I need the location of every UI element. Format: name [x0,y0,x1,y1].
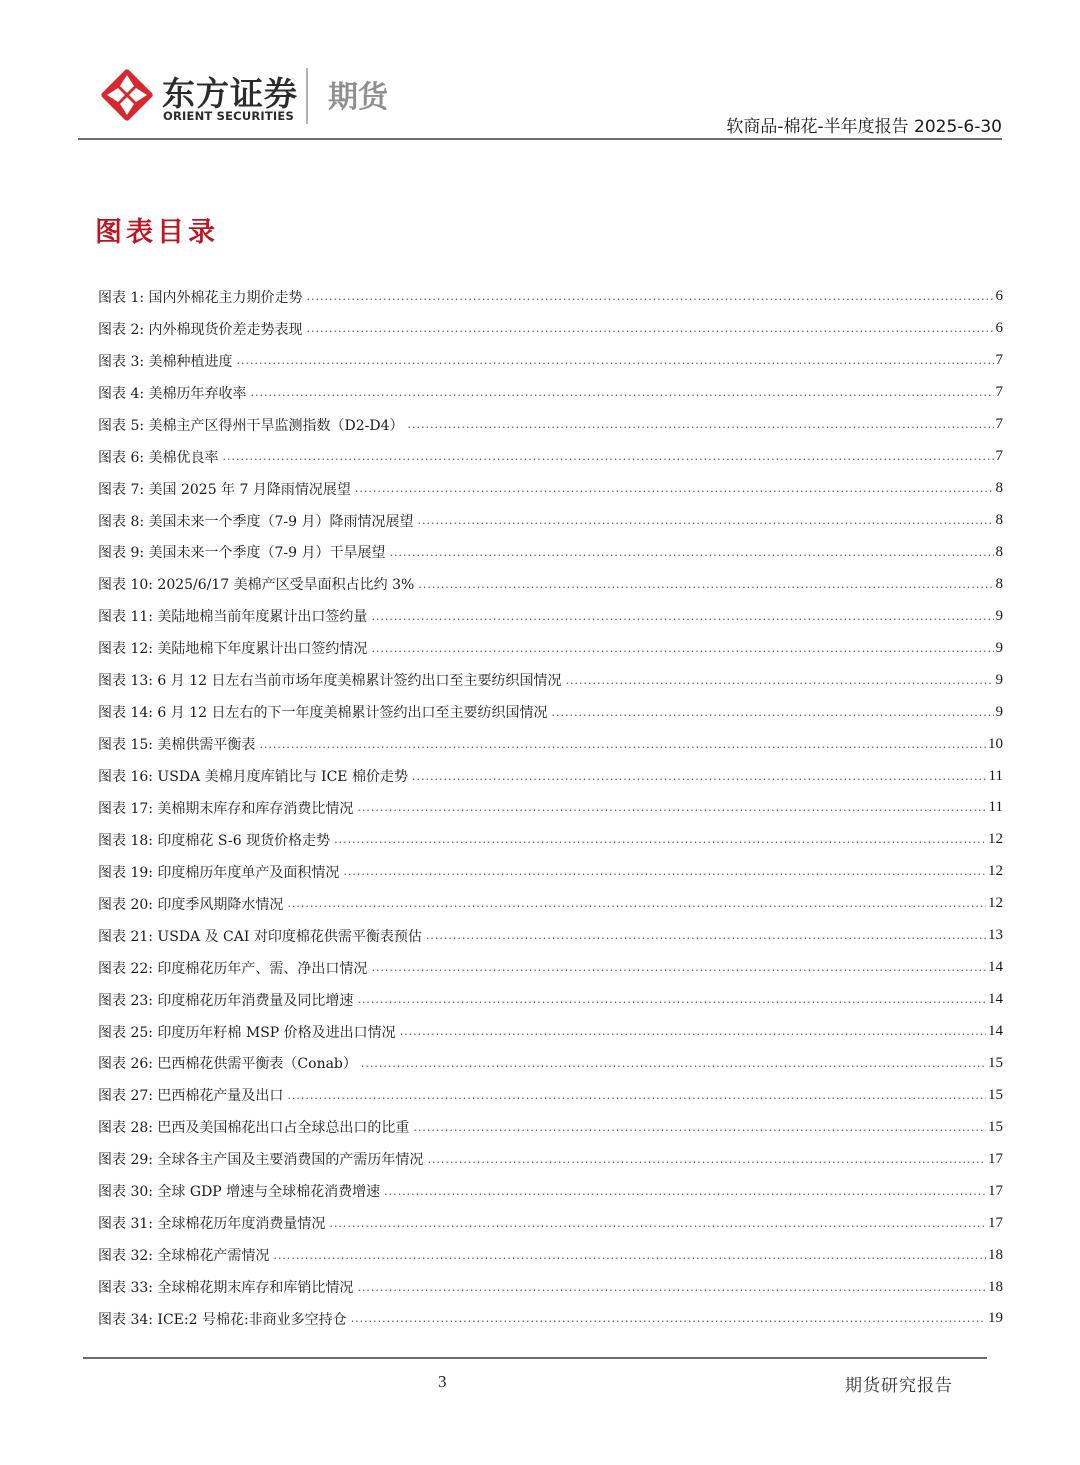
toc-entry-page: 7 [995,384,1003,401]
toc-leader-dots [426,929,986,942]
toc-entry-page: 9 [995,671,1003,688]
brand-divider [306,68,308,124]
toc-entry-label: 图表 12: 美陆地棉下年度累计出口签约情况 [98,641,368,658]
orient-securities-logo-icon [98,66,156,124]
toc-leader-dots [355,482,994,495]
toc-entry[interactable] [98,600,1003,632]
toc-entry-page: 12 [988,831,1003,848]
toc-leader-dots [418,578,993,591]
toc-entry-label: 图表 8: 美国未来一个季度（7-9 月）降雨情况展望 [98,513,414,530]
toc-entry[interactable] [98,632,1003,664]
toc-entry[interactable] [98,920,1003,952]
toc-entry-label: 图表 16: USDA 美棉月度库销比与 ICE 棉价走势 [98,769,408,786]
toc-leader-dots [287,897,986,910]
toc-entry[interactable] [98,473,1003,505]
toc-entry-label: 图表 25: 印度历年籽棉 MSP 价格及进出口情况 [98,1024,396,1041]
report-title: 软商品-棉花-半年度报告 2025-6-30 [726,117,1002,137]
toc-entry-page: 17 [988,1214,1003,1231]
toc-entry-label: 图表 34: ICE:2 号棉花:非商业多空持仓 [98,1311,347,1328]
toc-entry-label: 图表 6: 美棉优良率 [98,449,219,466]
toc-entry-label: 图表 27: 巴西棉花产量及出口 [98,1088,284,1105]
toc-entry[interactable] [98,1143,1003,1175]
toc-entry-label: 图表 31: 全球棉花历年度消费量情况 [98,1216,326,1233]
page-header [78,62,1002,140]
toc-leader-dots [412,770,987,783]
toc-leader-dots [400,1025,986,1038]
toc-entry-page: 15 [988,1054,1003,1071]
toc-entry-label: 图表 7: 美国 2025 年 7 月降雨情况展望 [98,481,351,498]
toc-entry-page: 7 [995,448,1003,465]
toc-entry-page: 8 [995,575,1003,592]
toc-entry-page: 11 [988,767,1003,784]
toc-entry[interactable] [98,1239,1003,1271]
toc-leader-dots [223,450,994,463]
toc-entry-page: 12 [988,863,1003,880]
page-number: 3 [438,1372,447,1391]
toc-leader-dots [552,706,994,719]
toc-leader-dots [384,1185,986,1198]
toc-entry-label: 图表 3: 美棉种植进度 [98,353,233,370]
toc-entry-label: 图表 10: 2025/6/17 美棉产区受旱面积占比约 3% [98,577,415,594]
toc-entry-page: 9 [995,639,1003,656]
toc-entry-label: 图表 28: 巴西及美国棉花出口占全球总出口的比重 [98,1120,410,1137]
toc-leader-dots [357,801,986,814]
toc-entry-page: 14 [988,1023,1003,1040]
toc-leader-dots [357,993,986,1006]
toc-entry[interactable] [98,760,1003,792]
footer-label: 期货研究报告 [845,1376,953,1396]
toc-leader-dots [390,546,994,559]
toc-entry[interactable] [98,409,1003,441]
toc-leader-dots [329,1217,986,1230]
toc-entry-page: 8 [995,543,1003,560]
toc-leader-dots [273,1249,986,1262]
toc-entry-page: 19 [988,1310,1003,1327]
toc-entry-label: 图表 19: 印度棉历年度单产及面积情况 [98,864,340,881]
toc-entry[interactable] [98,537,1003,569]
toc-leader-dots [371,610,993,623]
toc-leader-dots [566,674,994,687]
toc-entry-page: 14 [988,959,1003,976]
toc-entry[interactable] [98,952,1003,984]
toc-entry-page: 15 [988,1086,1003,1103]
toc-entry[interactable] [98,345,1003,377]
toc-entry[interactable] [98,792,1003,824]
toc-leader-dots [287,1089,986,1102]
toc-heading: 图表目录 [95,217,219,248]
toc-entry-label: 图表 23: 印度棉花历年消费量及同比增速 [98,992,354,1009]
toc-entry-label: 图表 17: 美棉期末库存和库存消费比情况 [98,800,354,817]
toc-leader-dots [307,322,994,335]
toc-entry-label: 图表 21: USDA 及 CAI 对印度棉花供需平衡表预估 [98,928,422,945]
toc-entry[interactable] [98,728,1003,760]
toc-entry[interactable] [98,377,1003,409]
toc-entry-page: 11 [988,799,1003,816]
brand-name-en: ORIENT SECURITIES [163,109,294,123]
toc-leader-dots [251,386,994,399]
toc-entry-page: 8 [995,512,1003,529]
toc-entry-page: 9 [995,703,1003,720]
toc-entry-label: 图表 30: 全球 GDP 增速与全球棉花消费增速 [98,1184,381,1201]
toc-entry[interactable] [98,824,1003,856]
toc-entry[interactable] [98,1048,1003,1080]
toc-entry[interactable] [98,441,1003,473]
toc-leader-dots [371,961,986,974]
toc-leader-dots [307,290,994,303]
toc-entry-page: 10 [988,735,1003,752]
toc-entry-page: 6 [995,288,1003,305]
toc-entry-label: 图表 15: 美棉供需平衡表 [98,737,256,754]
toc-entry-page: 8 [995,480,1003,497]
toc-entry[interactable] [98,1016,1003,1048]
toc-entry[interactable] [98,568,1003,600]
brand-name-cn: 东方证券 [162,74,298,113]
toc-entry-page: 7 [995,416,1003,433]
toc-entry[interactable] [98,1271,1003,1303]
toc-entry-label: 图表 5: 美棉主产区得州干旱监测指数（D2-D4） [98,417,404,434]
toc-entry-page: 15 [988,1118,1003,1135]
toc-entry-label: 图表 22: 印度棉花历年产、需、净出口情况 [98,960,368,977]
toc-entry[interactable] [98,1207,1003,1239]
toc-entry-label: 图表 9: 美国未来一个季度（7-9 月）干旱展望 [98,545,386,562]
toc-entry-label: 图表 2: 内外棉现货价差走势表现 [98,321,303,338]
toc-entry[interactable] [98,664,1003,696]
toc-leader-dots [351,1312,986,1325]
toc-leader-dots [408,418,994,431]
toc-leader-dots [418,514,994,527]
toc-entry-page: 14 [988,991,1003,1008]
toc-entry[interactable] [98,696,1003,728]
brand-division: 期货 [328,80,388,115]
toc-entry-label: 图表 26: 巴西棉花供需平衡表（Conab） [98,1056,357,1073]
toc-leader-dots [334,833,986,846]
toc-entry-page: 17 [988,1150,1003,1167]
toc-entry[interactable] [98,281,1003,313]
toc-entry-label: 图表 1: 国内外棉花主力期价走势 [98,289,303,306]
toc-entry-page: 9 [995,607,1003,624]
toc-leader-dots [357,1281,986,1294]
toc-entry[interactable] [98,984,1003,1016]
toc-entry-label: 图表 18: 印度棉花 S-6 现货价格走势 [98,832,331,849]
toc-entry[interactable] [98,313,1003,345]
toc-entry-label: 图表 20: 印度季风期降水情况 [98,896,284,913]
table-of-figures [98,281,1003,1335]
toc-leader-dots [371,642,993,655]
toc-leader-dots [361,1057,986,1070]
toc-entry-label: 图表 29: 全球各主产国及主要消费国的产需历年情况 [98,1152,424,1169]
toc-entry-page: 17 [988,1182,1003,1199]
toc-entry[interactable] [98,888,1003,920]
toc-entry[interactable] [98,1111,1003,1143]
toc-entry-label: 图表 4: 美棉历年弃收率 [98,385,247,402]
footer-divider [83,1357,987,1359]
toc-entry-page: 6 [995,320,1003,337]
toc-entry-label: 图表 33: 全球棉花期末库存和库销比情况 [98,1280,354,1297]
toc-leader-dots [427,1153,986,1166]
toc-entry[interactable] [98,505,1003,537]
toc-entry[interactable] [98,856,1003,888]
toc-leader-dots [259,738,986,751]
toc-entry-page: 18 [988,1246,1003,1263]
header-divider [78,138,1002,140]
toc-entry-page: 12 [988,895,1003,912]
toc-entry-label: 图表 13: 6 月 12 日左右当前市场年度美棉累计签约出口至主要纺织国情况 [98,673,562,690]
toc-entry[interactable] [98,1175,1003,1207]
toc-entry-page: 18 [988,1278,1003,1295]
toc-entry[interactable] [98,1079,1003,1111]
toc-entry-label: 图表 11: 美陆地棉当前年度累计出口签约量 [98,609,368,626]
toc-entry-page: 13 [988,927,1003,944]
toc-entry-page: 7 [995,352,1003,369]
toc-leader-dots [343,865,986,878]
toc-entry-label: 图表 32: 全球棉花产需情况 [98,1248,270,1265]
toc-entry[interactable] [98,1303,1003,1335]
toc-leader-dots [413,1121,986,1134]
toc-leader-dots [237,354,994,367]
toc-entry-label: 图表 14: 6 月 12 日左右的下一年度美棉累计签约出口至主要纺织国情况 [98,705,548,722]
